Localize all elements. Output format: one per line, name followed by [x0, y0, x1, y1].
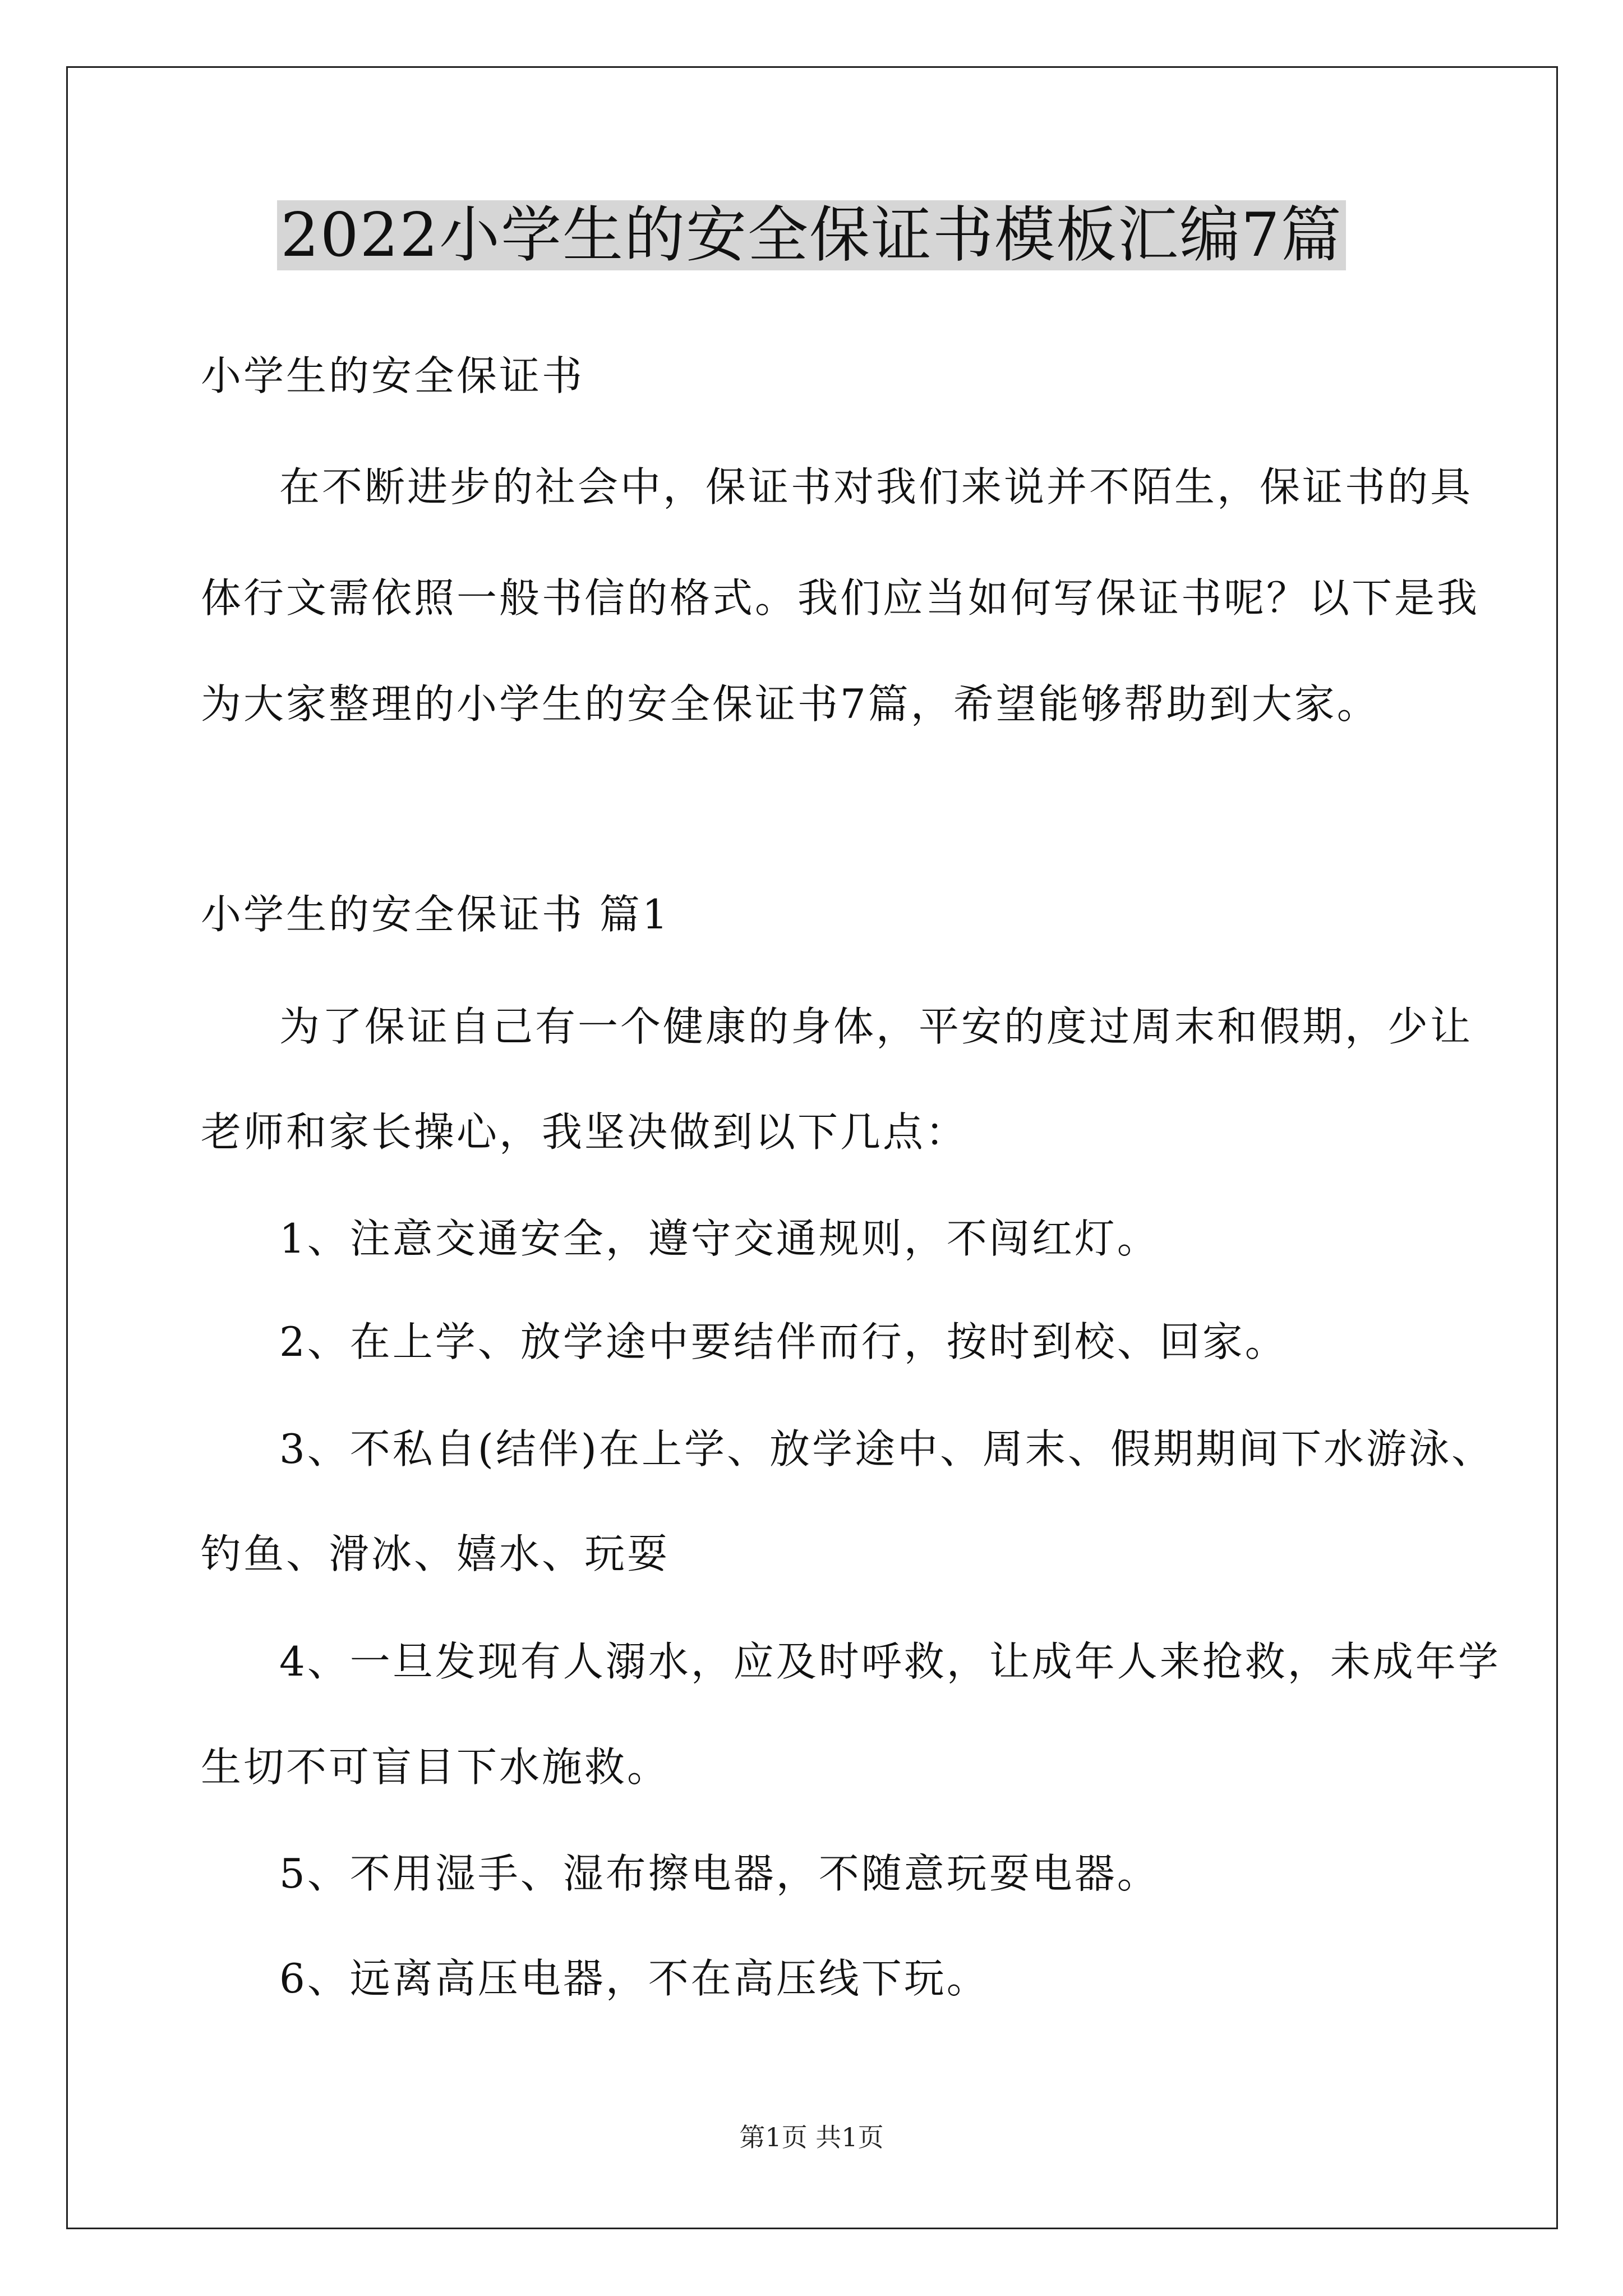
intro-line-2: 体行文需依照一般书信的格式。我们应当如何写保证书呢？以下是我 [201, 574, 1480, 622]
section1-heading: 小学生的安全保证书 篇1 [201, 891, 670, 938]
page-footer: 第1页 共1页 [739, 2122, 884, 2152]
list-item-3-continued: 钓鱼、滑冰、嬉水、玩耍 [201, 1530, 670, 1577]
list-item-2: 2、在上学、放学途中要结伴而行，按时到校、回家。 [279, 1318, 1288, 1365]
intro-line-1: 在不断进步的社会中，保证书对我们来说并不陌生，保证书的具 [279, 463, 1473, 510]
list-item-5: 5、不用湿手、湿布擦电器，不随意玩耍电器。 [279, 1850, 1160, 1897]
section1-line-1: 为了保证自己有一个健康的身体，平安的度过周末和假期，少让 [279, 1003, 1473, 1050]
list-item-6: 6、远离高压电器，不在高压线下玩。 [279, 1955, 989, 2002]
document-title-text: 2022小学生的安全保证书模板汇编7篇 [277, 200, 1346, 270]
list-item-3: 3、不私自(结伴)在上学、放学途中、周末、假期期间下水游泳、 [279, 1425, 1494, 1473]
list-item-4-continued: 生切不可盲目下水施救。 [201, 1743, 670, 1791]
intro-line-3: 为大家整理的小学生的安全保证书7篇，希望能够帮助到大家。 [201, 680, 1380, 728]
intro-heading: 小学生的安全保证书 [201, 352, 585, 399]
list-item-4: 4、一旦发现有人溺水，应及时呼救，让成年人来抢救，未成年学 [279, 1638, 1501, 1685]
list-item-1: 1、注意交通安全，遵守交通规则，不闯红灯。 [279, 1215, 1160, 1262]
document-title [0, 194, 1623, 278]
section1-line-2: 老师和家长操心，我坚决做到以下几点： [201, 1108, 969, 1156]
